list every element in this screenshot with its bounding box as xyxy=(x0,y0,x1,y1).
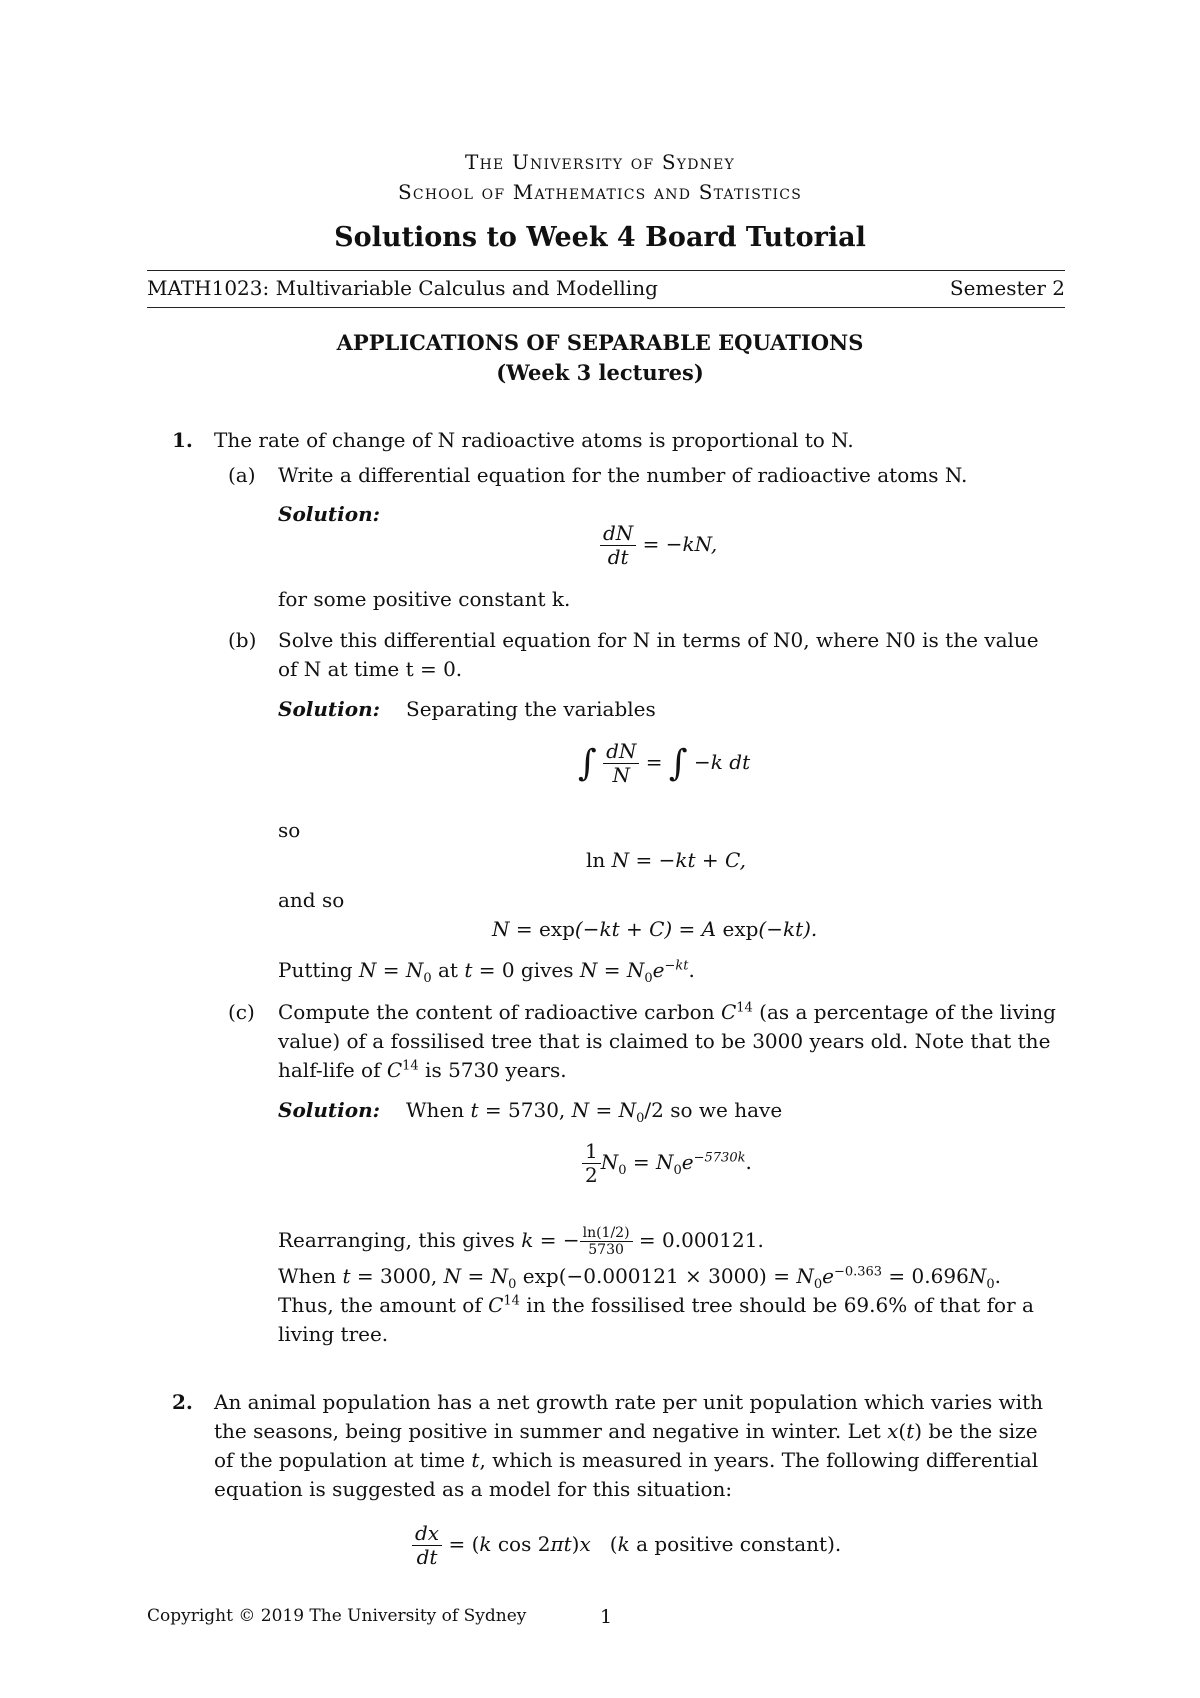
equation-integral: ∫ $\frac{dN}{N}$ = ∫ −k dt xyxy=(578,739,751,787)
part-text: Compute the content of radioactive carbon $C^{14}$ (as a percentage of the living xyxy=(278,1000,1056,1024)
equation-dndt: $\frac{dN}{dt}$ = −kN, xyxy=(600,522,717,569)
equation-exp: N = exp(−kt + C) = A exp(−kt). xyxy=(492,917,818,941)
question-text: An animal population has a net growth rate per unit population which varies with xyxy=(214,1390,1043,1414)
part-label: (c) xyxy=(228,1000,255,1024)
solution-text: for some positive constant k. xyxy=(278,587,571,611)
equation-population: $\frac{dx}{dt}$ = (k cos 2πt)x (k a positive constant). xyxy=(412,1522,841,1569)
solution-text: Separating the variables xyxy=(406,697,656,721)
solution-label: Solution: xyxy=(278,502,381,526)
equation-log: ln N = −kt + C, xyxy=(586,848,746,872)
solution-label: Solution: xyxy=(278,1098,381,1122)
question-text: equation is suggested as a model for this situation: xyxy=(214,1477,733,1501)
part-text: Write a differential equation for the number of radioactive atoms N. xyxy=(278,463,968,487)
part-text: half-life of $C^{14}$ is 5730 years. xyxy=(278,1058,567,1082)
solution-text: and so xyxy=(278,888,345,912)
section-subheading: (Week 3 lectures) xyxy=(496,360,704,385)
part-text: Solve this differential equation for N in terms of N0, where N0 is the value xyxy=(278,628,1039,652)
page-title: Solutions to Week 4 Board Tutorial xyxy=(334,222,866,253)
section-heading: APPLICATIONS OF SEPARABLE EQUATIONS xyxy=(336,330,864,355)
solution-text: Rearranging, this gives k = − $\frac{\ln(1/2)}{5730}$ = 0.000121. xyxy=(278,1225,764,1259)
solution-text: living tree. xyxy=(278,1322,389,1346)
question-text: the seasons, being positive in summer and negative in winter. Let x(t) be the size xyxy=(214,1419,1038,1443)
solution-text: Putting $N = N_0$ at t = 0 gives $N = N_0e^{-kt}$. xyxy=(278,958,695,986)
part-text: value) of a fossilised tree that is claimed to be 3000 years old. Note that the xyxy=(278,1029,1051,1053)
part-label: (a) xyxy=(228,463,256,487)
solution-text: When t = 5730, $N = N_0/2$ so we have xyxy=(406,1098,783,1126)
solution-label: Solution: xyxy=(278,697,381,721)
solution-text: so xyxy=(278,818,301,842)
top-rule xyxy=(147,270,1065,271)
part-label: (b) xyxy=(228,628,257,652)
semester-label: Semester 2 xyxy=(949,276,1065,300)
question-number: 2. xyxy=(172,1390,193,1414)
equation-halflife: $\frac{1}{2}$ $N_0 = N_0e^{-5730k}$. xyxy=(582,1140,752,1187)
bottom-rule xyxy=(147,307,1065,308)
school-name: School of Mathematics and Statistics xyxy=(398,180,802,204)
university-name: The University of Sydney xyxy=(465,150,735,174)
question-number: 1. xyxy=(172,428,193,452)
page-number: 1 xyxy=(600,1606,613,1628)
copyright-notice: Copyright © 2019 The University of Sydney xyxy=(147,1606,527,1626)
solution-text: When t = 3000, $N = N_0$ $\exp(-0.000121 \times 3000) = N_0e^{-0.363} = 0.696N_0$. xyxy=(278,1264,1001,1292)
course-name: MATH1023: Multivariable Calculus and Modelling xyxy=(147,276,658,300)
question-stem: The rate of change of N radioactive atoms is proportional to N. xyxy=(214,428,854,452)
question-text: of the population at time t, which is measured in years. The following differential xyxy=(214,1448,1039,1472)
part-text: of N at time t = 0. xyxy=(278,657,463,681)
solution-text: Thus, the amount of $C^{14}$ in the fossilised tree should be 69.6% of that for a xyxy=(278,1293,1034,1317)
